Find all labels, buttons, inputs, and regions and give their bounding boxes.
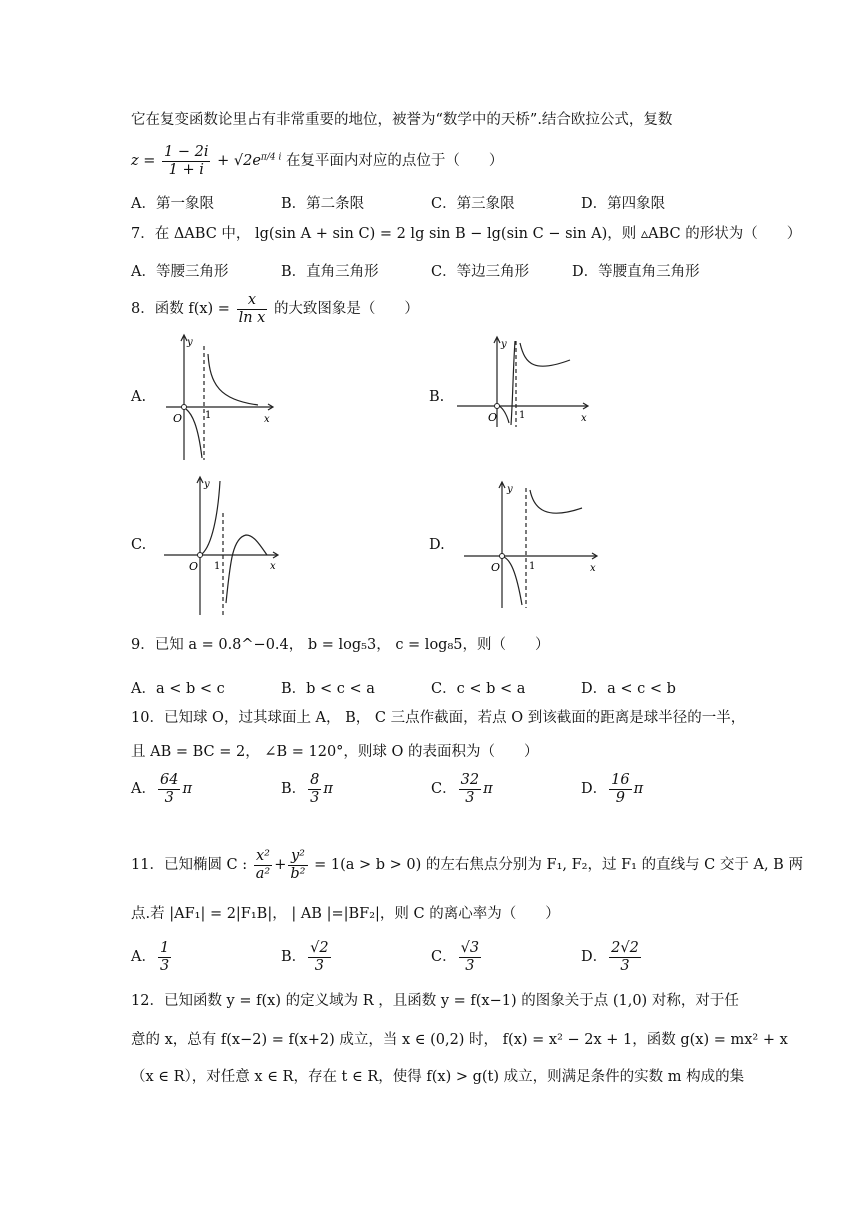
q11-option-d-frac (609, 940, 641, 974)
graph-c (162, 475, 287, 617)
q12-line2: 意的 x，总有 f(x−2) = f(x+2) 成立，当 x ∈ (0,2) 时， f(x) = x² − 2x + 1，函数 g(x) = mx² + x (131, 1032, 788, 1048)
q10-option-c-pi: π (483, 781, 493, 798)
q11-option-a-frac (158, 940, 171, 974)
q7-option-d: D．等腰直角三角形 (572, 264, 700, 280)
q10-option-c-frac (459, 772, 481, 806)
q10-option-a-frac (158, 772, 180, 806)
q10-option-b-num: 8 (310, 772, 320, 788)
graph-d-x-label: x (590, 563, 596, 574)
q6-z-num: 1 − 2i (164, 144, 209, 160)
q11-option-c-label: C． (431, 949, 457, 966)
q6-z-exp: π/4 i (260, 152, 282, 163)
graph-b-y-label: y (501, 339, 507, 350)
graph-a-x-label: x (264, 414, 270, 425)
q11-option-c (431, 940, 483, 974)
q8-den: ln x (238, 309, 266, 326)
q12-line3: （x ∈ R），对任意 x ∈ R，存在 t ∈ R，使得 f(x) > g(t) 成立，则满足条件的实数 m 构成的集 (131, 1069, 745, 1085)
q7-option-a: A．等腰三角形 (131, 264, 229, 280)
q6-z-fraction (162, 144, 210, 178)
q11-option-c-frac (459, 940, 481, 974)
q10-option-a-pi: π (182, 781, 192, 798)
q6-option-d: D．第四象限 (581, 196, 666, 212)
q11-frac-x (254, 848, 272, 882)
q10-option-d-num: 16 (611, 772, 630, 788)
q8-label-b: B. (429, 389, 445, 405)
q10-option-d (581, 772, 643, 806)
q10-option-c (431, 772, 493, 806)
q11-n2: y² (288, 848, 307, 866)
q6-intro: 它在复变函数论里占有非常重要的地位，被誉为“数学中的天桥”.结合欧拉公式，复数 (131, 112, 673, 128)
q6-option-c: C．第三象限 (431, 196, 515, 212)
graph-b-one: 1 (519, 410, 526, 421)
q10-option-b-pi: π (323, 781, 333, 798)
q11-option-d (581, 940, 643, 974)
graph-c-one: 1 (214, 561, 221, 572)
graph-b (455, 335, 595, 430)
q9-option-b: B．b < c < a (281, 681, 375, 697)
q10-option-d-frac (609, 772, 631, 806)
q11-stem (131, 848, 803, 882)
q11-frac-y (288, 848, 307, 882)
graph-d (462, 480, 602, 612)
q10-option-b (281, 772, 333, 806)
q9-option-a: A．a < b < c (131, 681, 225, 697)
graph-b-x-label: x (581, 413, 587, 424)
q6-z-suffix: 在复平面内对应的点位于（ ） (285, 153, 504, 170)
graph-a-origin: O (173, 412, 183, 425)
q12-line1: 12．已知函数 y = f(x) 的定义域为 R ，且函数 y = f(x−1) 的图象关于点 (1,0) 对称，对于任 (131, 993, 739, 1009)
q11-option-a-den: 3 (159, 957, 170, 974)
q10-option-a-den: 3 (164, 789, 174, 806)
q6-z-plus: + √2e (217, 153, 261, 170)
q11-prefix: 11．已知椭圆 C : (131, 857, 248, 874)
q11-option-a-label: A． (131, 949, 156, 966)
graph-c-origin: O (189, 560, 199, 573)
q11-d1: a² (255, 865, 271, 882)
q10-option-d-label: D． (581, 781, 608, 798)
q8-label-c: C. (131, 537, 147, 553)
q10-option-a-label: A． (131, 781, 156, 798)
q10-line1: 10．已知球 O，过其球面上 A， B， C 三点作截面，若点 O 到该截面的距离是球半径的一半， (131, 710, 746, 726)
q11-line2: 点.若 |AF₁| = 2|F₁B|， | AB |=|BF₂|，则 C 的离心率为（ ） (131, 906, 560, 922)
q8-num: x (237, 292, 268, 310)
graph-c-y-label: y (204, 479, 210, 490)
q9-option-c: C．c < b < a (431, 681, 526, 697)
q11-option-b (281, 940, 333, 974)
q7-option-b: B．直角三角形 (281, 264, 379, 280)
q8-suffix: 的大致图象是（ ） (273, 301, 419, 318)
q11-n1: x² (254, 848, 272, 866)
graph-c-x-label: x (270, 561, 276, 572)
q6-z-prefix: z = (131, 153, 156, 170)
q10-option-b-label: B． (281, 781, 307, 798)
q9-option-d: D．a < c < b (581, 681, 676, 697)
q10-option-b-frac (308, 772, 321, 806)
q11-d2: b² (290, 865, 306, 882)
q10-option-b-den: 3 (310, 789, 320, 806)
q11-option-d-den: 3 (620, 957, 630, 974)
graph-a-y-label: y (187, 337, 193, 348)
q10-option-a-num: 64 (159, 772, 179, 788)
q11-option-c-num: √3 (460, 940, 480, 956)
q10-option-c-num: 32 (460, 772, 480, 788)
q8-label-d: D. (429, 537, 445, 553)
q6-option-b: B．第二条限 (281, 196, 365, 212)
graph-d-origin: O (491, 561, 501, 574)
q11-option-a-num: 1 (159, 940, 170, 956)
q11-option-b-frac (308, 940, 330, 974)
q7-option-c: C．等边三角形 (431, 264, 530, 280)
q6-z-expression (131, 144, 503, 178)
graph-d-y-label: y (507, 484, 513, 495)
graph-a (160, 330, 280, 465)
q11-option-b-num: √2 (310, 940, 329, 956)
q11-option-b-label: B． (281, 949, 307, 966)
graph-d-one: 1 (529, 561, 536, 572)
q8-prefix: 8．函数 f(x) = (131, 301, 230, 318)
q11-option-d-label: D． (581, 949, 608, 966)
q6-option-a: A．第一象限 (131, 196, 214, 212)
q10-option-d-pi: π (633, 781, 644, 798)
q6-z-den: 1 + i (168, 161, 204, 178)
q10-option-d-den: 9 (615, 789, 625, 806)
q11-option-b-den: 3 (314, 957, 324, 974)
q8-label-a: A. (131, 389, 147, 405)
q7-stem: 7．在 ΔABC 中， lg(sin A + sin C) = 2 lg sin B − lg(sin C − sin A)，则 ▵ABC 的形状为（ ） (131, 226, 802, 242)
q10-option-c-label: C． (431, 781, 457, 798)
graph-b-origin: O (488, 411, 498, 424)
q11-option-c-den: 3 (465, 957, 475, 974)
q11-suffix: = 1(a > b > 0) 的左右焦点分别为 F₁, F₂，过 F₁ 的直线与 C 交于 A, B 两 (314, 857, 803, 874)
q8-stem (131, 292, 419, 326)
q11-option-d-num: 2√2 (611, 940, 639, 956)
q11-option-a (131, 940, 173, 974)
q10-option-c-den: 3 (465, 789, 475, 806)
q11-plus: + (274, 857, 287, 874)
q9-stem: 9．已知 a = 0.8^−0.4， b = log₅3， c = log₈5，则（ ） (131, 637, 550, 653)
q8-fraction (237, 292, 268, 326)
graph-a-one: 1 (205, 410, 212, 421)
q10-option-a (131, 772, 192, 806)
q10-line2: 且 AB = BC = 2， ∠B = 120°，则球 O 的表面积为（ ） (131, 744, 539, 760)
